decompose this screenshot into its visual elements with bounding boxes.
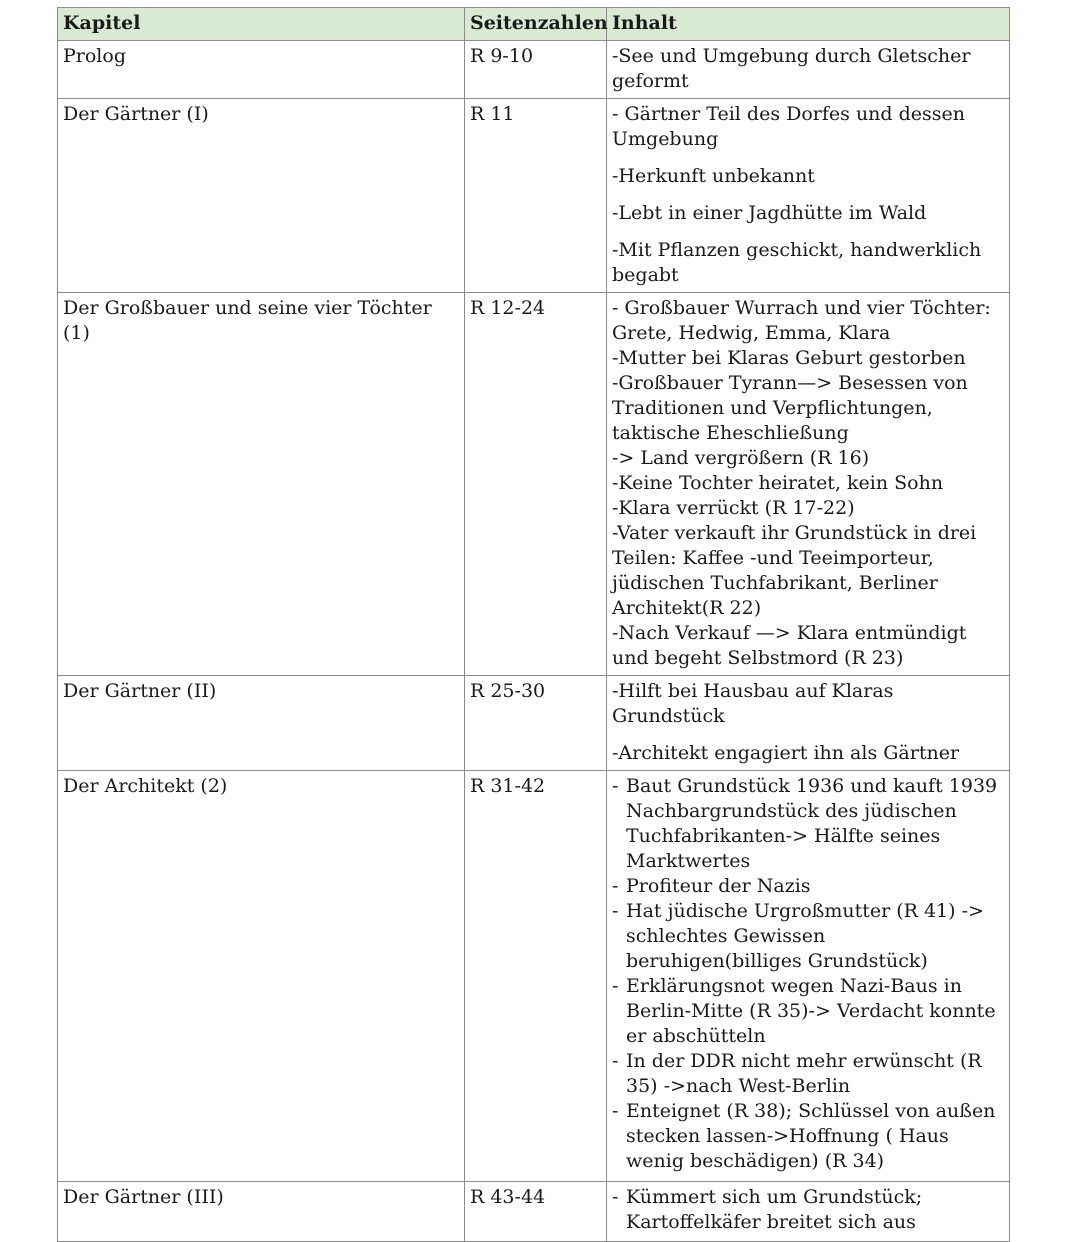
table-row — [58, 293, 1010, 676]
cell-inhalt — [607, 1182, 1010, 1242]
inhalt-line: -See und Umgebung durch Gletscher geformt — [612, 45, 971, 92]
inhalt-line: -Hilft bei Hausbau auf Klaras Grundstück — [612, 680, 894, 727]
cell-seiten: R 25-30 — [465, 676, 607, 771]
cell-kapitel: Der Großbauer und seine vier Töchter (1) — [58, 293, 465, 676]
cell-kapitel: Prolog — [58, 41, 465, 99]
cell-inhalt — [607, 676, 1010, 771]
inhalt-line: -Großbauer Tyrann—> Besessen von Traditionen und Verpflichtungen, taktische Eheschließung — [612, 372, 968, 444]
inhalt-line: - Großbauer Wurrach und vier Töchter: Grete, Hedwig, Emma, Klara — [612, 297, 991, 344]
cell-seiten: R 12-24 — [465, 293, 607, 676]
list-item: - Kümmert sich um Grundstück; Kartoffelkäfer breitet sich aus — [612, 1185, 1004, 1235]
inhalt-line: -Keine Tochter heiratet, kein Sohn — [612, 472, 944, 494]
inhalt-list — [612, 774, 1004, 1174]
inhalt-line: -Mit Pflanzen geschickt, handwerklich begabt — [612, 239, 982, 286]
table-row — [58, 676, 1010, 771]
cell-kapitel: Der Gärtner (I) — [58, 99, 465, 293]
inhalt-line: -> Land vergrößern (R 16) — [612, 447, 870, 469]
inhalt-line: -Nach Verkauf —> Klara entmündigt und begeht Selbstmord (R 23) — [612, 622, 967, 669]
inhalt-line: -Herkunft unbekannt — [612, 165, 815, 187]
cell-seiten: R 9-10 — [465, 41, 607, 99]
table-row — [58, 99, 1010, 293]
header-row — [58, 8, 1010, 41]
cell-kapitel: Der Architekt (2) — [58, 771, 465, 1182]
list-item: - Profiteur der Nazis — [612, 874, 1004, 899]
list-item: - Baut Grundstück 1936 und kauft 1939 Nachbargrundstück des jüdischen Tuchfabrikanten-> Hälfte seines Marktwertes — [612, 774, 1004, 874]
header-kapitel: Kapitel — [58, 8, 465, 41]
inhalt-line: - Gärtner Teil des Dorfes und dessen Umgebung — [612, 103, 966, 150]
list-item: - In der DDR nicht mehr erwünscht (R 35) ->nach West-Berlin — [612, 1049, 1004, 1099]
cell-inhalt — [607, 41, 1010, 99]
list-item: - Hat jüdische Urgroßmutter (R 41) -> schlechtes Gewissen beruhigen(billiges Grundstück) — [612, 899, 1004, 974]
cell-seiten: R 43-44 — [465, 1182, 607, 1242]
cell-inhalt — [607, 771, 1010, 1182]
list-item: - Erklärungsnot wegen Nazi-Baus in Berlin-Mitte (R 35)-> Verdacht konnte er abschütteln — [612, 974, 1004, 1049]
header-seitenzahlen: Seitenzahlen — [465, 8, 607, 41]
header-inhalt: Inhalt — [607, 8, 1010, 41]
inhalt-list — [612, 1185, 1004, 1235]
cell-seiten: R 11 — [465, 99, 607, 293]
inhalt-line: -Lebt in einer Jagdhütte im Wald — [612, 202, 927, 224]
inhalt-line: -Architekt engagiert ihn als Gärtner — [612, 742, 960, 764]
table-row — [58, 41, 1010, 99]
cell-kapitel: Der Gärtner (III) — [58, 1182, 465, 1242]
chapter-summary-table — [57, 7, 1010, 1242]
cell-inhalt — [607, 99, 1010, 293]
inhalt-line: -Vater verkauft ihr Grundstück in drei Teilen: Kaffee -und Teeimporteur, jüdischen Tuchfabrikant, Berliner Architekt(R 22) — [612, 522, 977, 619]
table-row — [58, 771, 1010, 1182]
cell-kapitel: Der Gärtner (II) — [58, 676, 465, 771]
table-row — [58, 1182, 1010, 1242]
cell-seiten: R 31-42 — [465, 771, 607, 1182]
list-item: - Enteignet (R 38); Schlüssel von außen stecken lassen->Hoffnung ( Haus wenig beschädigen) (R 34) — [612, 1099, 1004, 1174]
inhalt-line: -Klara verrückt (R 17-22) — [612, 497, 855, 519]
cell-inhalt — [607, 293, 1010, 676]
inhalt-line: -Mutter bei Klaras Geburt gestorben — [612, 347, 966, 369]
